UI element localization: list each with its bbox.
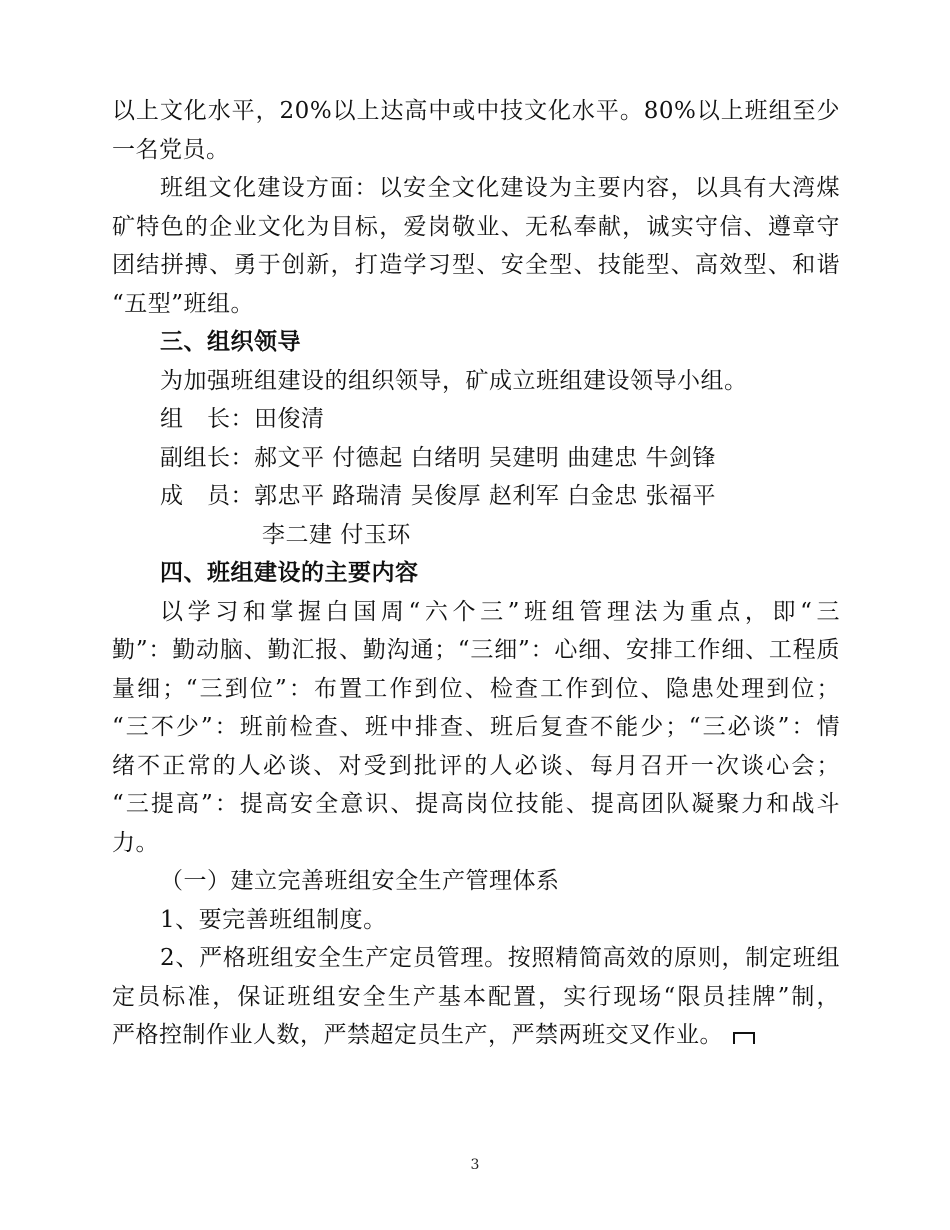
paragraph-line: “三不少”：班前检查、班中排查、班后复查不能少；“三必谈”：情 bbox=[112, 714, 840, 740]
paragraph-line: 矿特色的企业文化为目标，爱岗敬业、无私奉献，诚实守信、遵章守 bbox=[112, 213, 840, 240]
paragraph-line: 1、要完善班组制度。 bbox=[160, 906, 387, 933]
paragraph-line: “三提高”：提高安全意识、提高岗位技能、提高团队凝聚力和战斗 bbox=[112, 791, 840, 817]
paragraph-line-with-mark bbox=[112, 1016, 840, 1055]
section-heading: 三、组织领导 bbox=[160, 328, 301, 355]
section-heading: 四、班组建设的主要内容 bbox=[160, 559, 419, 586]
paragraph-line: 2、严格班组安全生产定员管理。按照精简高效的原则，制定班组 bbox=[160, 945, 840, 971]
paragraph-line: 团结拼搏、勇于创新，打造学习型、安全型、技能型、高效型、和谐 bbox=[112, 252, 840, 278]
edit-mark-icon bbox=[733, 1032, 755, 1044]
roster-members: 成 员：郭忠平 路瑞清 吴俊厚 赵利军 白金忠 张福平 bbox=[160, 483, 717, 509]
page-number: 3 bbox=[470, 1157, 480, 1173]
subsection-heading: （一）建立完善班组安全生产管理体系 bbox=[160, 868, 560, 894]
paragraph-line: 量细；“三到位”：布置工作到位、检查工作到位、隐患处理到位； bbox=[112, 675, 840, 702]
paragraph-line: 以上文化水平，20%以上达高中或中技文化水平。80%以上班组至少 bbox=[112, 98, 840, 124]
document-body bbox=[112, 92, 840, 1055]
paragraph-line: 定员标准，保证班组安全生产基本配置，实行现场“限员挂牌”制， bbox=[112, 983, 840, 1010]
paragraph-line-text: 严格控制作业人数，严禁超定员生产，严禁两班交叉作业。 bbox=[112, 1022, 723, 1048]
paragraph-line: 为加强班组建设的组织领导，矿成立班组建设领导小组。 bbox=[160, 367, 748, 394]
roster-members-continued: 李二建 付玉环 bbox=[262, 521, 411, 548]
paragraph-line: 绪不正常的人必谈、对受到批评的人必谈、每月召开一次谈心会； bbox=[112, 752, 840, 779]
paragraph-line: “五型”班组。 bbox=[112, 290, 255, 317]
roster-leader: 组 长：田俊清 bbox=[160, 406, 325, 432]
paragraph-line: 力。 bbox=[112, 829, 159, 856]
paragraph-line: 一名党员。 bbox=[112, 136, 230, 163]
roster-deputy-leaders: 副组长：郝文平 付德起 白绪明 吴建明 曲建忠 牛剑锋 bbox=[160, 444, 717, 471]
paragraph-line: 以学习和掌握白国周“六个三”班组管理法为重点，即“三 bbox=[160, 598, 840, 625]
paragraph-line: 勤”：勤动脑、勤汇报、勤沟通；“三细”：心细、安排工作细、工程质 bbox=[112, 637, 840, 663]
paragraph-line: 班组文化建设方面：以安全文化建设为主要内容，以具有大湾煤 bbox=[160, 175, 840, 201]
